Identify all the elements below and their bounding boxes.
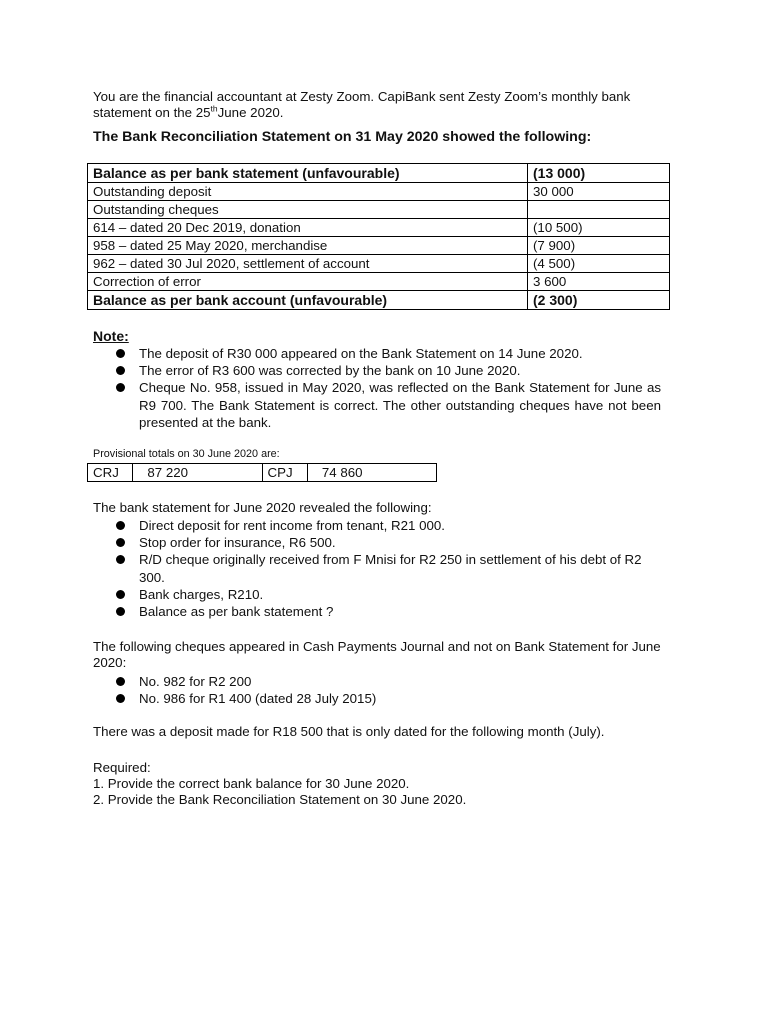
bullet-icon (116, 521, 125, 530)
row-label: 614 – dated 20 Dec 2019, donation (88, 219, 528, 237)
row-label: Correction of error (88, 273, 528, 291)
note-title: Note: (93, 328, 129, 344)
bullet-icon (116, 677, 125, 686)
row-label: 958 – dated 25 May 2020, merchandise (88, 237, 528, 255)
list-item-text: Bank charges, R210. (139, 586, 264, 602)
list-item (115, 673, 663, 690)
list-item-text: R/D cheque originally received from F Mnisi for R2 250 in settlement of his debt of R2 300. (139, 552, 642, 585)
table-row (88, 219, 670, 237)
intro-paragraph (93, 89, 653, 121)
table-row (88, 164, 670, 183)
list-item-text: No. 982 for R2 200 (139, 674, 252, 689)
bullet-icon (116, 538, 125, 547)
row-label: Balance as per bank account (unfavourable) (88, 291, 528, 310)
list-item-text: Cheque No. 958, issued in May 2020, was reflected on the Bank Statement for June as R9 700. The Bank Statement is correct. The other outstanding cheques have not been presented at the bank. (139, 380, 661, 430)
table-row (88, 201, 670, 219)
list-item (115, 690, 663, 707)
crj-value: 87 220 (133, 464, 262, 482)
note-list (115, 345, 661, 431)
row-label: Outstanding cheques (88, 201, 528, 219)
table-row (88, 237, 670, 255)
list-item (115, 586, 663, 603)
row-amount: 30 000 (528, 183, 670, 201)
bullet-icon (116, 590, 125, 599)
row-amount: 3 600 (528, 273, 670, 291)
list-item-text: The error of R3 600 was corrected by the bank on 10 June 2020. (139, 363, 521, 379)
row-label: Balance as per bank statement (unfavourable) (88, 164, 528, 183)
list-item (115, 379, 661, 431)
reconciliation-table (87, 163, 670, 310)
cpj-label: CPJ (262, 464, 307, 482)
row-label: Outstanding deposit (88, 183, 528, 201)
intro-text-end: June 2020. (217, 105, 284, 120)
deposit-paragraph: There was a deposit made for R18 500 that is only dated for the following month (July). (93, 724, 605, 739)
provisional-totals-table (87, 463, 437, 482)
list-item (115, 517, 663, 534)
row-amount: (4 500) (528, 255, 670, 273)
row-amount: (7 900) (528, 237, 670, 255)
row-amount: (10 500) (528, 219, 670, 237)
june-statement-list (115, 517, 663, 620)
list-item-text: Direct deposit for rent income from tenant, R21 000. (139, 518, 445, 533)
intro-text: You are the financial accountant at Zesty Zoom. CapiBank sent Zesty Zoom’s monthly bank statement on the 25 (93, 89, 631, 120)
row-amount (528, 201, 670, 219)
table-row (88, 273, 670, 291)
table-row (88, 183, 670, 201)
provisional-totals-label: Provisional totals on 30 June 2020 are: (93, 448, 280, 460)
table-row (88, 255, 670, 273)
cheques-intro: The following cheques appeared in Cash Payments Journal and not on Bank Statement for June 2020: (93, 639, 661, 670)
bullet-icon (116, 694, 125, 703)
required-title: Required: (93, 760, 151, 775)
section-heading: The Bank Reconciliation Statement on 31 May 2020 showed the following: (93, 129, 592, 145)
list-item (115, 603, 663, 620)
row-amount: (13 000) (528, 164, 670, 183)
list-item-text: No. 986 for R1 400 (dated 28 July 2015) (139, 691, 377, 707)
required-item: 1. Provide the correct bank balance for 30 June 2020. (93, 776, 410, 791)
list-item (115, 534, 663, 551)
row-amount: (2 300) (528, 291, 670, 310)
bullet-icon (116, 383, 125, 392)
required-section (93, 760, 673, 808)
june-statement-intro: The bank statement for June 2020 revealed the following: (93, 500, 432, 515)
list-item (115, 345, 661, 362)
bullet-icon (116, 366, 125, 375)
cheques-list (115, 673, 663, 707)
cpj-value: 74 860 (307, 464, 436, 482)
table-row (88, 464, 437, 482)
list-item-text: Stop order for insurance, R6 500. (139, 535, 336, 551)
crj-label: CRJ (88, 464, 133, 482)
required-item: 2. Provide the Bank Reconciliation Statement on 30 June 2020. (93, 792, 467, 807)
list-item (115, 362, 661, 379)
bullet-icon (116, 555, 125, 564)
bullet-icon (116, 349, 125, 358)
list-item (115, 551, 663, 585)
intro-superscript: th (210, 103, 218, 114)
list-item-text: The deposit of R30 000 appeared on the Bank Statement on 14 June 2020. (139, 346, 583, 361)
table-row (88, 291, 670, 310)
bullet-icon (116, 607, 125, 616)
list-item-text: Balance as per bank statement ? (139, 604, 334, 620)
row-label: 962 – dated 30 Jul 2020, settlement of account (88, 255, 528, 273)
